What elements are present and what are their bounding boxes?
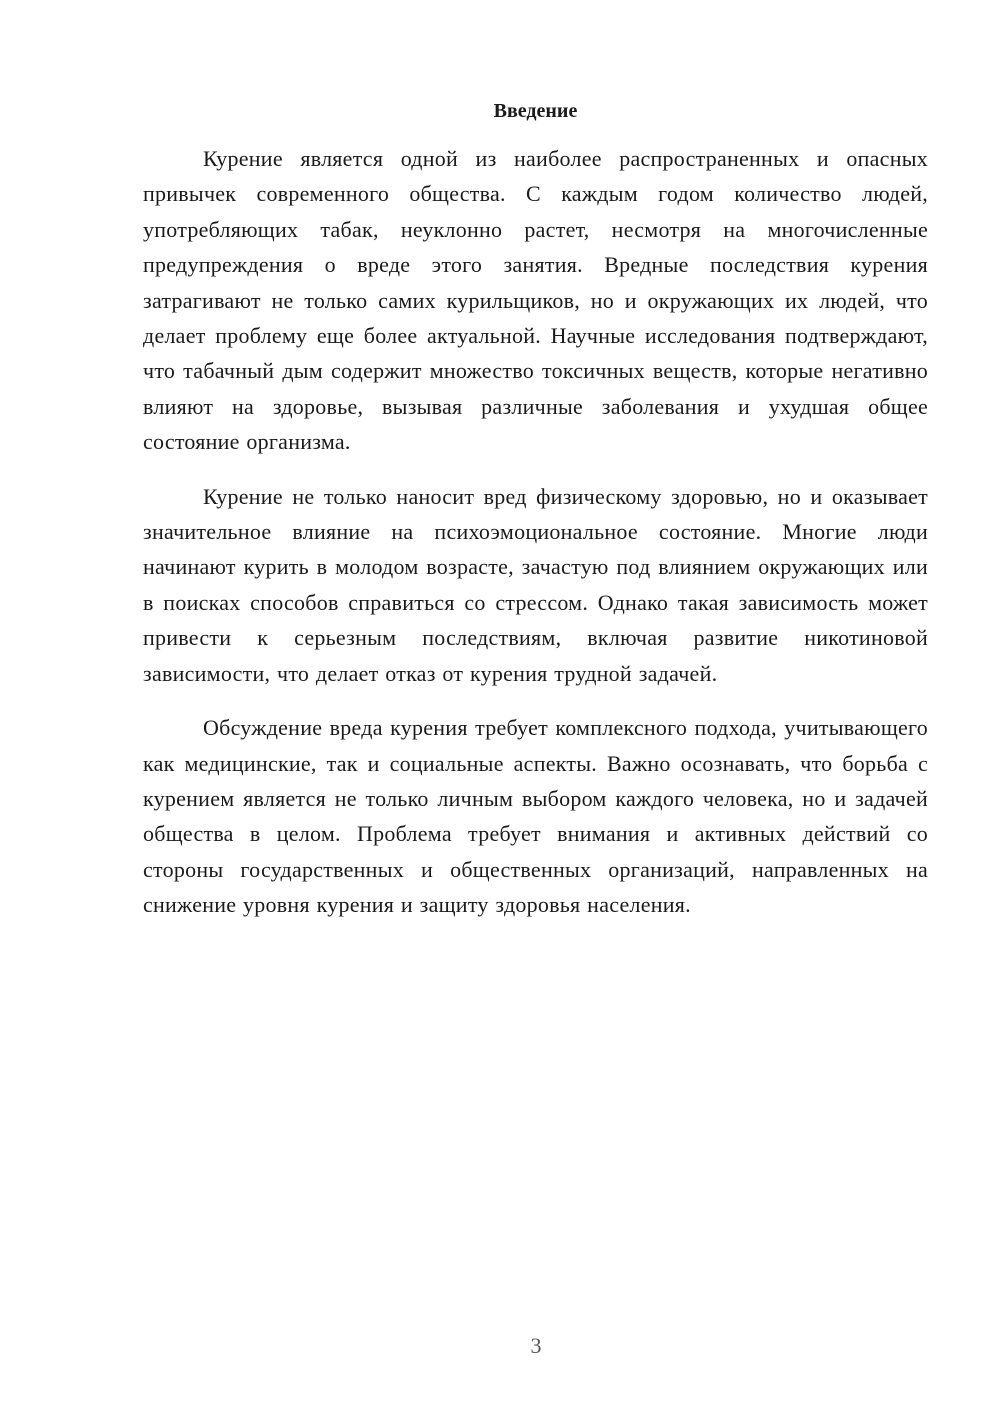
- paragraph-3: Обсуждение вреда курения требует комплексного подхода, учитывающего как медицинские, так и социальные аспекты. Важно осознавать, что борьба с курением является не только личным выбором каждого человека, но и задачей общества в целом. Проблема требует внимания и активных действий со стороны государственных и общественных организаций, направленных на снижение уровня курения и защиту здоровья населения.: [143, 715, 928, 918]
- paragraph-1: Курение является одной из наиболее распространенных и опасных привычек современного общества. С каждым годом количество людей, употребляющих табак, неуклонно растет, несмотря на многочисленные предупреждения о вреде этого занятия. Вредные последствия курения затрагивают не только самих курильщиков, но и окружающих их людей, что делает проблему еще более актуальной. Научные исследования подтверждают, что табачный дым содержит множество токсичных веществ, которые негативно влияют на здоровье, вызывая различные заболевания и ухудшая общее состояние организма.: [143, 146, 928, 455]
- page-number: 3: [530, 1333, 542, 1358]
- section-title: Введение: [493, 100, 578, 122]
- paragraph-2: Курение не только наносит вред физическому здоровью, но и оказывает значительное влияние на психоэмоциональное состояние. Многие люди начинают курить в молодом возрасте, зачастую под влиянием окружающих или в поисках способов справиться со стрессом. Однако такая зависимость может привести к серьезным последствиям, включая развитие никотиновой зависимости, что делает отказ от курения трудной задачей.: [143, 483, 928, 686]
- body-text: [143, 141, 928, 942]
